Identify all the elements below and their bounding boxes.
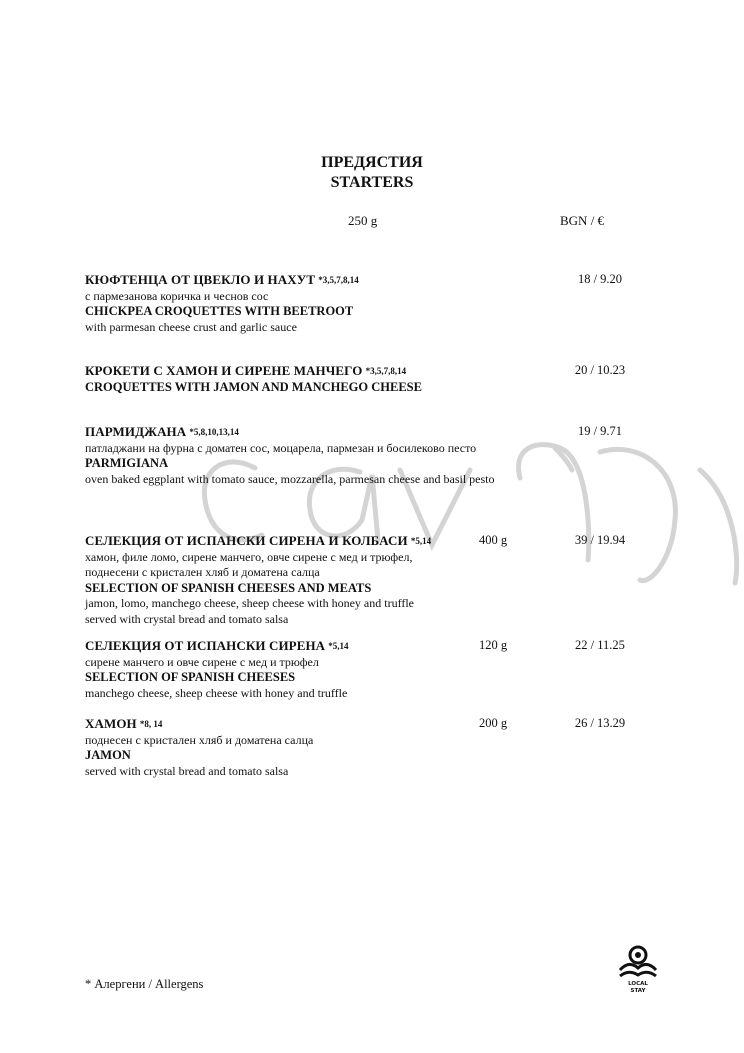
allergen-codes: *5,14 [410, 536, 432, 546]
item-description-bg: сирене манчего и овче сирене с мед и трюфел [85, 654, 319, 669]
item-description-bg: хамон, филе ломо, сирене манчего, овче сирене с мед и трюфел, [85, 549, 413, 564]
local-stay-logo-icon [617, 944, 659, 994]
item-name-bg: ХАМОН [85, 716, 137, 731]
menu-item [85, 272, 555, 335]
item-description-bg: поднесен с кристален хляб и доматена салца [85, 732, 314, 747]
item-weight: 120 g [479, 638, 508, 652]
page-title-bg: ПРЕДЯСТИЯ [321, 154, 423, 171]
item-name-bg: КЮФТЕНЦА ОТ ЦВЕКЛО И НАХУТ [85, 272, 316, 287]
item-description-bg: поднесени с кристален хляб и доматена салца [85, 565, 320, 579]
allergen-codes: *5,14 [328, 641, 349, 651]
item-description-en: manchego cheese, sheep cheese with honey and truffle [85, 685, 348, 700]
item-name-en: JAMON [85, 748, 131, 762]
page-title-en: STARTERS [330, 174, 414, 191]
item-name-bg: ПАРМИДЖАНА [85, 424, 187, 439]
item-name-en: CHICKPEA CROQUETTES WITH BEETROOT [85, 304, 354, 318]
weight-column-header: 250 g [348, 213, 378, 228]
item-name-en: CROQUETTES WITH JAMON AND MANCHEGO CHEESE [85, 379, 422, 394]
allergen-codes: *3,5,7,8,14 [365, 366, 407, 376]
item-price: 39 / 19.94 [574, 533, 626, 547]
item-name-en: PARMIGIANA [85, 456, 169, 470]
item-name-en: SELECTION OF SPANISH CHEESES AND MEATS [85, 580, 372, 595]
item-weight: 200 g [479, 716, 508, 730]
item-description-en: jamon, lomo, manchego cheese, sheep cheese with honey and truffle [85, 596, 414, 610]
item-name-bg: СЕЛЕКЦИЯ ОТ ИСПАНСКИ СИРЕНА И КОЛБАСИ [85, 533, 408, 548]
allergens-footnote: * Алергени / Allergens [85, 977, 204, 991]
item-price: 19 / 9.71 [577, 424, 623, 438]
svg-text:LOCAL: LOCAL [628, 981, 648, 987]
item-description-en: oven baked eggplant with tomato sauce, mozzarella, parmesan cheese and basil pesto [85, 471, 495, 486]
allergen-codes: *3,5,7,8,14 [318, 275, 359, 285]
item-description-en: with parmesan cheese crust and garlic sauce [85, 319, 297, 334]
item-price: 20 / 10.23 [574, 363, 626, 377]
item-name-en: SELECTION OF SPANISH CHEESES [85, 670, 296, 684]
item-price: 18 / 9.20 [577, 272, 623, 286]
item-price: 22 / 11.25 [575, 638, 625, 652]
svg-text:STAY: STAY [630, 988, 646, 994]
item-price: 26 / 13.29 [574, 716, 626, 730]
allergen-codes: *5,8,10,13,14 [189, 427, 239, 437]
menu-item [85, 424, 565, 487]
item-description-bg: с пармезанова коричка и чеснов сос [85, 288, 269, 303]
item-name-bg: СЕЛЕКЦИЯ ОТ ИСПАНСКИ СИРЕНА [85, 638, 326, 653]
price-column-header: BGN / € [560, 213, 605, 228]
menu-item [85, 363, 555, 395]
item-description-en: served with crystal bread and tomato salsa [85, 611, 289, 626]
item-description-bg: патладжани на фурна с доматен сос, моцарела, пармезан и босилеково песто [85, 440, 477, 455]
item-name-bg: КРОКЕТИ С ХАМОН И СИРЕНЕ МАНЧЕГО [85, 363, 363, 378]
item-description-en: served with crystal bread and tomato salsa [85, 763, 289, 778]
allergen-codes: *8, 14 [139, 719, 163, 729]
item-weight: 400 g [479, 533, 508, 547]
